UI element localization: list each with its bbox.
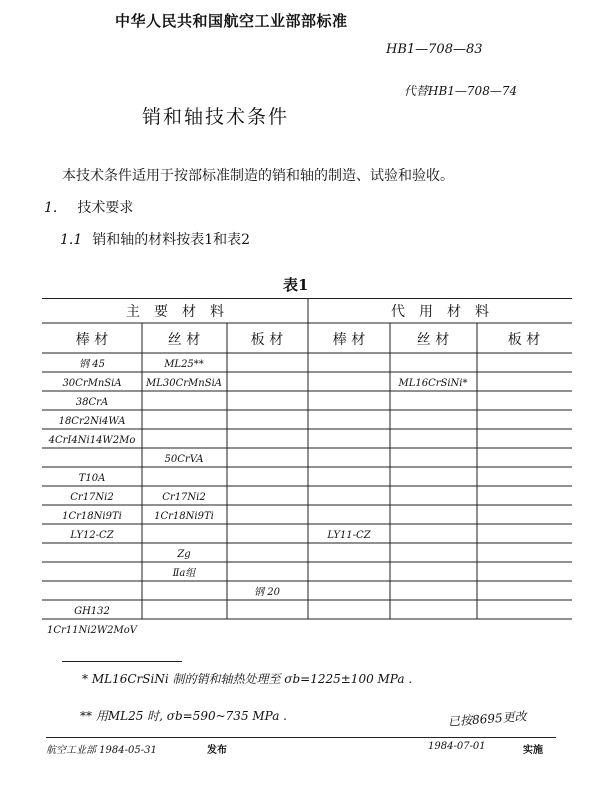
col-header-main-plate: 板 材 [250,332,284,348]
table-cell: 18Cr2Ni4WA [58,416,126,427]
table-cell: 1Cr11Ni2W2MoV [47,625,137,636]
organization-heading: 中华人民共和国航空工业部部标准 [115,12,348,30]
group-header-alt: 代 用 材 料 [391,304,489,320]
effective-label: 实施 [523,745,543,756]
table-cell: Cr17Ni2 [162,492,206,503]
table-cell: 钢 45 [79,359,105,370]
table-body [47,358,468,636]
table-cell: ML25** [164,359,204,370]
table-cell: Zg [177,549,191,560]
section-1-1-number: 1.1 [60,232,83,248]
table-cell: Cr17Ni2 [70,492,114,503]
document-title: 销和轴技术条件 [142,106,290,128]
intro-paragraph: 本技术条件适用于按部标准制造的销和轴的制造、试验和验收。 [62,168,454,184]
footnote-2: ** 用ML25 时, σb=590~735 MPa . [80,709,287,723]
table-grid [42,298,572,619]
section-1-label: 技术要求 [77,200,134,216]
effective-date: 1984-07-01 [428,741,486,752]
col-header-main-bar: 棒 材 [75,332,109,348]
section-1-1-heading [60,229,250,249]
replaces-standard: 代替HB1—708—74 [404,84,518,98]
footnote-rule [62,661,182,662]
table-cell: 30CrMnSiA [62,378,122,389]
col-header-alt-plate: 板 材 [507,332,541,348]
table-cell: ML16CrSiNi* [398,378,468,389]
table-cell: T10A [78,473,106,484]
section-1-1-label: 销和轴的材料按表1和表2 [92,232,251,248]
footer-rule [46,737,556,738]
section-1-heading [44,197,133,217]
table-cell: 1Cr18Ni9Ti [62,511,122,522]
table-cell: ML30CrMnSiA [146,378,222,389]
standard-number: HB1—708—83 [386,42,483,57]
footnote-1: * ML16CrSiNi 制的销和轴热处理至 σb=1225±100 MPa . [82,672,413,686]
table-cell: 38CrA [75,397,109,408]
materials-table [42,298,572,636]
table-cell: 钢 20 [254,587,280,598]
issued-by: 航空工业部 1984-05-31 [46,745,157,756]
col-header-alt-wire: 丝 材 [416,332,450,348]
table-cell: 50CrVA [164,454,204,465]
table-cell: Ⅱa组 [172,568,196,579]
table-cell: GH132 [74,606,110,617]
table-cell: 4CrI4Ni14W2Mo [48,435,136,446]
col-header-alt-bar: 棒 材 [332,332,366,348]
col-header-main-wire: 丝 材 [167,332,201,348]
table-cell: LY11-CZ [327,530,371,541]
table-cell: LY12-CZ [70,530,114,541]
handwritten-revision-note: 已按8695更改 [447,709,527,729]
table-cell: 1Cr18Ni9Ti [154,511,214,522]
section-1-number: 1. [44,200,58,216]
table-caption: 表1 [283,276,309,294]
group-header-main: 主 要 材 料 [126,304,224,320]
issued-label: 发布 [207,745,227,756]
